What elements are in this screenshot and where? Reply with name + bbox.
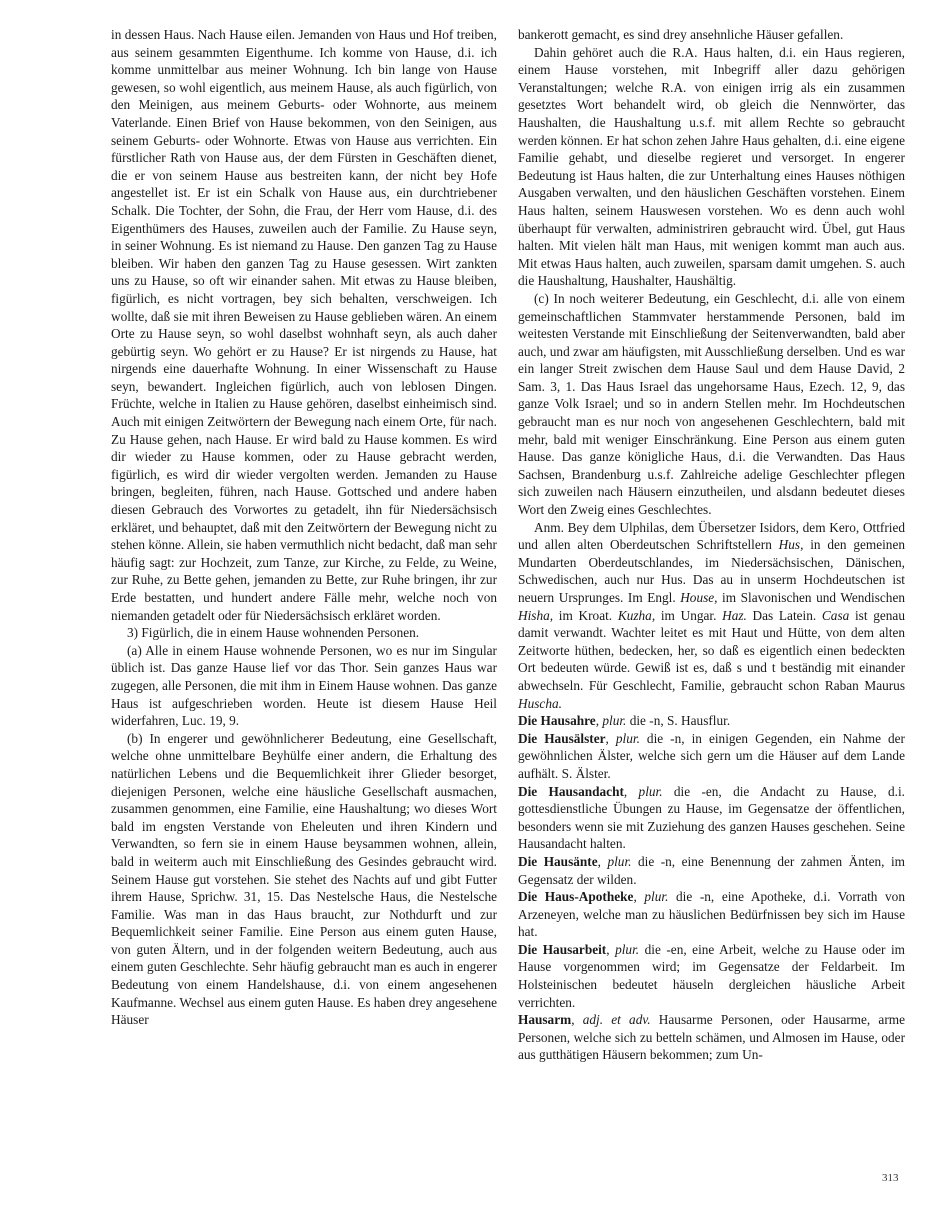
anm-text: Das Latein. [746,607,822,623]
anmerkung-paragraph [518,519,905,713]
dictionary-entry: Die Haus-Apotheke, plur. die -n, eine Apotheke, d.i. Vorrath von Arzeneyen, welche man zu häuslichen Bedürfnissen bey sich im Hause hat. [518,889,905,940]
anm-text: ist genau damit verwandt. Wachter leitet es mit Haut und Hütte, von dem alten Zeitworte hüthen, bedecken, her, so daß es eigentlich einen bedeckten Ort bedeuten würde. Gewiß ist es, daß s und t beständig mit einander abwechseln. Für Geschlecht, Familie, gebraucht schon Raban Maurus [518,607,905,693]
foreign-word: Casa [821,607,850,623]
entry-grammar: plur. [607,853,632,869]
entry-lemma: Die Haus-Apotheke [518,889,634,905]
entry-grammar: adj. et adv. [582,1012,651,1028]
paragraph: (b) In engerer und gewöhnlicherer Bedeutung, eine Gesellschaft, welche ohne unmittelbare Beyhülfe einer andern, die Erhaltung des natürlichen Lebens und die Bequemlichkeit ihrer Glieder besorget, diejenigen Personen, welche eine häusliche Gesellschaft ausmachen, zusammen genommen, eine Familie, eine Haushaltung; wo dieses Wort bald im engsten Verstande von Eheleuten und ihren Kindern und Verwandten, so fern sie in einem Hause beysammen wohnen, allein, bald in weiterm auch mit Einschließung des Gesindes gebraucht wird. Seinem Hause gut vorstehen. Sie stehet des Nachts auf und gibt Futter ihrem Hause, Sprichw. 31, 15. Das Nestelsche Haus, die Nestelsche Familie. Was man in das Haus braucht, zur Nothdurft und zur Bequemlichkeit seiner Familie. Eine Person aus einem guten Hause, von guten Ältern, und in der folgenden weitern Bedeutung, auch aus einem guten Geschlechte. Sehr häufig gebraucht man es auch in engerer Bedeutung von einem Handelshause, d.i. von einem angesehenen Kaufmanne. Wechsel aus einem guten Hause. Es haben drey angesehene Häuser [111,730,497,1028]
anm-text: im Slavonischen und Wendischen [717,590,905,605]
left-column [111,26,497,1029]
right-column [518,26,905,1064]
foreign-word: Huscha. [518,695,562,711]
entry-lemma: Die Hausandacht [518,783,624,799]
entry-lemma: Die Hausälster [518,730,606,746]
dictionary-entry: Die Hausänte, plur. die -n, eine Benennung der zahmen Änten, im Gegensatz der wilden. [518,853,905,887]
foreign-word: Hisha, [518,607,554,623]
entry-text: die -n, in einigen Gegenden, ein Nahme der gewöhnlichen Älster, welche sich gern um die Häuser auf dem Lande aufhält. S. Älster. [518,730,905,781]
entry-text: die -en, eine Arbeit, welche zu Hause oder im Hause vorgenommen wird; im Gegensatze der Feldarbeit. Im Holsteinischen bedeutet häuseln dergleichen häusliche Arbeit verrichten. [518,941,905,1010]
entry-lemma: Die Hausänte [518,853,598,869]
paragraph: bankerott gemacht, es sind drey ansehnliche Häuser gefallen. [518,27,844,42]
anm-text: im Ungar. [655,607,723,623]
entry-grammar: plur. [615,941,640,957]
entry-text: die -en, die Andacht zu Hause, d.i. gottesdienstliche Übungen zu Hause, im Gegensatze der öffentlichen, besonders wenn sie mit Zuziehung des ganzen Hauses geschehen. Seine Hausandacht halten. [518,783,905,852]
foreign-word: House, [680,590,718,605]
paragraph: (c) In noch weiterer Bedeutung, ein Geschlecht, d.i. alle von einem gemeinschaftlichen Stammvater herstammende Personen, bald im weitesten Verstande mit Einschließung der Seitenverwandten, bald aber auch, und zwar am häufigsten, mit Ausschließung derselben. Und es war ein langer Streit zwischen dem Hause Saul und dem Hause David, 2 Sam. 3, 1. Das Haus Israel das ungehorsame Haus, Ezech. 12, 9, das ganze Volk Israel; und so in andern Stellen mehr. Im Hochdeutschen gebraucht man es nur noch von angesehenen Geschlechtern, bald mit mehr, bald mit weniger Einschränkung. Eine Person aus einem guten Hause. Das ganze königliche Haus, d.i. die Verwandten. Das Haus Sachsen, Brandenburg u.s.f. Zahlreiche adelige Geschlechter pflegen sich zuweilen nach Häusern einzutheilen, und alsdann bedeutet dieses Wort den Zweig eines Geschlechtes. [518,290,905,518]
paragraph: Dahin gehöret auch die R.A. Haus halten, d.i. ein Haus regieren, einem Hause vorstehen, mit Inbegriff aller dazu gehörigen Veranstaltungen; welche R.A. von einigen irrig als ein zusammen gesetztes Wort behandelt wird, ob gleich die Nennwörter, das Haushalten, die Haushaltung u.s.f. mit allem Rechte so gebraucht werden können. Er hat schon zehen Jahre Haus gehalten, d.i. eine eigene Familie gehabt, und dieselbe regieret und versorget. In engerer Bedeutung ist Haus halten, die zur Unterhaltung eines Hauses nöthigen Ausgaben verwalten, und den häuslichen Geschäften vorstehen. Einem Haus halten, seinem Hauswesen vorstehen. Wo es denn auch wohl überhaupt für verwalten, administriren gebraucht wird. Übel, gut Haus halten. Mit vielen hält man Haus, mit wenigen kommt man auch aus. Mit etwas Haus halten, auch zuweilen, sparsam damit umgehen. S. auch die Haushaltung, Haushalter, Haushältig. [518,44,905,289]
entry-lemma: Die Hausahre [518,713,596,729]
dictionary-entry: Die Hausarbeit, plur. die -en, eine Arbeit, welche zu Hause oder im Hause vorgenommen wird; im Gegensatze der Feldarbeit. Im Holsteinischen bedeutet häuseln dergleichen häusliche Arbeit verrichten. [518,941,905,1010]
entry-text: Hausarme Personen, oder Hausarme, arme Personen, welche sich zu betteln schämen, und Almosen im Hause, oder aus gutthätigen Häusern bekommen; zum Un- [518,1012,905,1063]
entry-lemma: Die Hausarbeit [518,941,607,957]
dictionary-entry: Die Hausandacht, plur. die -en, die Andacht zu Hause, d.i. gottesdienstliche Übungen zu Hause, im Gegensatze der öffentlichen, besonders wenn sie mit Zuziehung des ganzen Hauses geschehen. Seine Hausandacht halten. [518,783,905,852]
paragraph: in dessen Haus. Nach Hause eilen. Jemanden von Haus und Hof treiben, aus seinem gesammten Eigenthume. Ich komme von Hause, d.i. ich komme unmittelbar aus meiner Wohnung. Ich bin lange von Hause gewesen, so wohl eigentlich, aus meinem Hause, als auch figürlich, von den Meinigen, aus meinem Geburts- oder Wohnorte, aus meinem Vaterlande. Einen Brief von Hause bekommen, von den Seinigen, aus seinem Geburts- oder Wohnorte. Etwas von Hause aus verrichten. Ein fürstlicher Rath von Hause aus, der dem Fürsten in Geschäften dienet, die er von seinem Hause aus bestreiten kann, der nicht bey Hofe angestellet ist. Er ist ein Schalk von Hause aus, ein durchtriebener Schalk. Die Tochter, der Sohn, die Frau, der Herr vom Hause, d.i. des Eigenthümers des Hauses, zuweilen auch der Familie. Zu Hause seyn, in seiner Wohnung. Es ist niemand zu Hause. Den ganzen Tag zu Hause bleiben. Wir haben den ganzen Tag zu Hause gesessen. Wirt zankten uns zu Hause, so oft wir einander sahen. Mit etwas zu Hause bleiben, figürlich, es nicht vortragen, bey sich behalten, verschweigen. Ich wollte, daß sie mit ihren Beweisen zu Hause geblieben wären. An einem Orte zu Hause seyn, so wohl daselbst wohnhaft seyn, als auch daher gebürtig seyn. Wo gehört er zu Hause? Er ist nirgends zu Hause, hat nirgends eine dauerhafte Wohnung. In einer Wissenschaft zu Hause seyn, bewandert. Ingleichen figürlich, auch von leblosen Dingen. Früchte, welche in Italien zu Hause gehören, daselbst einheimisch sind. Auch mit einigen Zeitwörtern der Bewegung nach einem Orte, für nach. Zu Hause gehen, nach Hause. Er wird bald zu Hause kommen. Es wird dir wieder zu Hause kommen, oder zu Hause gebracht werden, figürlich, es wird dir wieder vergolten werden. Jemanden zu Hause bringen, begleiten, führen, nach Hause. Gottsched und andere haben diesen Gebrauch des Vorwortes zu getadelt, ihn für Niedersächsisch erkläret, und behauptet, daß mit den Zeitwörtern der Bewegung nicht zu stehen könne. Allein, sie haben vermuthlich nicht bedacht, daß man sehr häufig sagt: zur Hochzeit, zum Tanze, zur Kirche, zu Felde, zu Weine, zur Ruhe, zu Bette gehen, jemanden zu Bette, zur Ruhe bringen, ihr zur Erde bestatten, und hundert andere Fälle mehr, welche noch von niemanden getadelt oder für Niedersächsisch erkläret worden. [111,27,497,623]
entry-text: die -n, eine Benennung der zahmen Änten, im Gegensatz der wilden. [518,853,905,887]
foreign-word: Kuzha, [617,607,656,623]
anm-text: in den gemeinen Mundarten Oberdeutschlandes, im Niedersächsischen, Dänischen, Schwedischen, auch nur Hus. Das au in unserm Hochdeutschen ist neuern Ursprunges. Im Engl. [518,537,906,605]
anm-text: Anm. Bey dem Ulphilas, dem Übersetzer Isidors, dem Kero, Ottfried und allen alten Oberdeutschen Schriftstellern [518,519,905,553]
dictionary-entry: Hausarm, adj. et adv. Hausarme Personen, oder Hausarme, arme Personen, welche sich zu betteln schämen, und Almosen im Hause, oder aus gutthätigen Häusern bekommen; zum Un- [518,1012,905,1063]
entry-text: die -n, eine Apotheke, d.i. Vorrath von Arzeneyen, welche man zu häuslichen Bedürfnissen bey sich im Hause hat. [518,889,905,940]
dictionary-entry: Die Hausahre, plur. die -n, S. Hausflur. [518,713,731,729]
page-number: 313 [882,1172,899,1184]
foreign-word: Haz. [722,607,747,623]
entry-grammar: plur. [644,889,669,905]
paragraph: (a) Alle in einem Hause wohnende Personen, wo es nur im Singular üblich ist. Das ganze Hause lief vor das Thor. Sein ganzes Haus war zugegen, alle Personen, die mit ihm in Einem Hause wohnen. Das ganze Haus ist aufgeschrieben worden. Heute ist diesem Hause Heil widerfahren, Luc. 19, 9. [111,642,497,729]
entry-lemma: Hausarm [518,1012,572,1028]
entry-grammar: plur. [615,730,640,746]
dictionary-entry: Die Hausälster, plur. die -n, in einigen Gegenden, ein Nahme der gewöhnlichen Älster, welche sich gern um die Häuser auf dem Lande aufhält. S. Älster. [518,730,905,781]
entry-grammar: plur. [638,783,663,799]
foreign-word: Hus, [778,537,804,553]
entry-grammar: plur. [602,713,627,729]
entry-text: die -n, S. Hausflur. [626,713,731,729]
anm-text: im Kroat. [553,607,618,623]
paragraph: 3) Figürlich, die in einem Hause wohnenden Personen. [127,625,420,641]
